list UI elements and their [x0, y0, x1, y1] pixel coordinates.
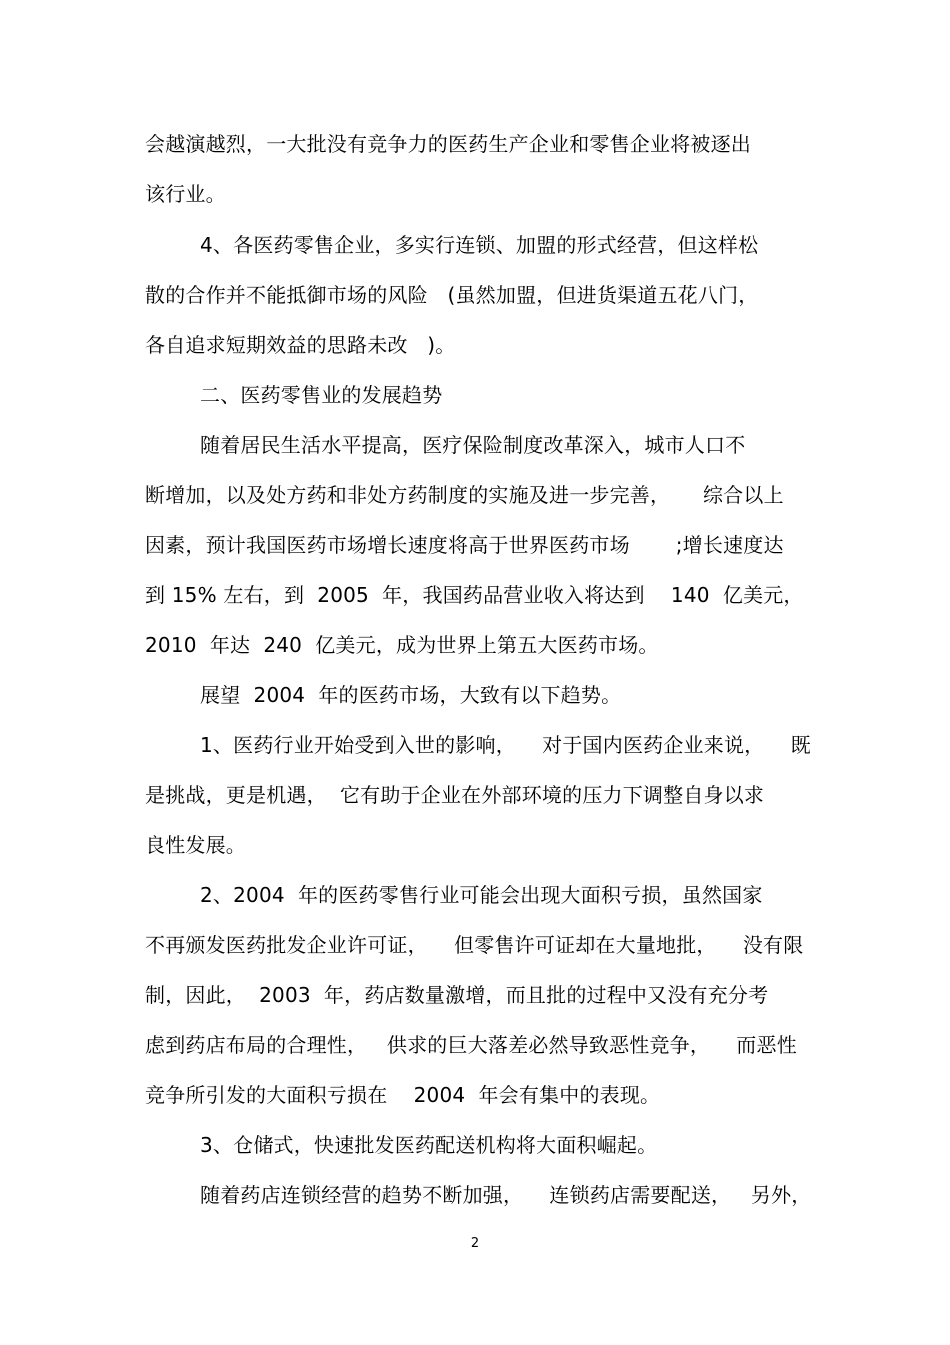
page-number: 2 [470, 1236, 480, 1251]
text-line: 散的合作并不能抵御市场的风险 (虽然加盟，但进货渠道五花八门， [145, 283, 759, 307]
text-line: 制，因此， 2003 年，药店数量激增，而且批的过程中又没有充分考 [145, 983, 769, 1007]
text-line: 随着居民生活水平提高，医疗保险制度改革深入，城市人口不 [200, 433, 746, 457]
text-line: 会越演越烈，一大批没有竞争力的医药生产企业和零售企业将被逐出 [145, 132, 751, 156]
text-line: 随着药店连锁经营的趋势不断加强， 连锁药店需要配送， 另外， [200, 1183, 812, 1207]
text-line: 竞争所引发的大面积亏损在 2004 年会有集中的表现。 [145, 1083, 661, 1107]
text-line: 2010 年达 240 亿美元，成为世界上第五大医药市场。 [145, 633, 659, 657]
text-line: 1、医药行业开始受到入世的影响， 对于国内医药企业来说， 既 [200, 733, 811, 757]
text-line: 2、2004 年的医药零售行业可能会出现大面积亏损，虽然国家 [200, 883, 763, 907]
text-line: 是挑战，更是机遇， 它有助于企业在外部环境的压力下调整自身以求 [145, 783, 765, 807]
text-line: 因素，预计我国医药市场增长速度将高于世界医药市场 ;增长速度达 [145, 533, 784, 557]
text-line: 到 15% 左右，到 2005 年，我国药品营业收入将达到 140 亿美元， [145, 583, 804, 607]
text-line: 展望 2004 年的医药市场，大致有以下趋势。 [200, 683, 622, 707]
text-line: 断增加，以及处方药和非处方药制度的实施及进一步完善， 综合以上 [145, 483, 784, 507]
text-line: 虑到药店布局的合理性， 供求的巨大落差必然导致恶性竞争， 而恶性 [145, 1033, 797, 1057]
section-heading: 二、医药零售业的发展趋势 [200, 383, 443, 407]
text-line: 该行业。 [145, 182, 226, 206]
text-line: 4、各医药零售企业，多实行连锁、加盟的形式经营，但这样松 [200, 233, 759, 257]
text-line: 3、仓储式，快速批发医药配送机构将大面积崛起。 [200, 1133, 658, 1157]
text-line: 良性发展。 [145, 833, 246, 857]
text-line: 不再颁发医药批发企业许可证， 但零售许可证却在大量地批， 没有限 [145, 933, 804, 957]
text-line: 各自追求短期效益的思路未改 )。 [145, 333, 456, 357]
